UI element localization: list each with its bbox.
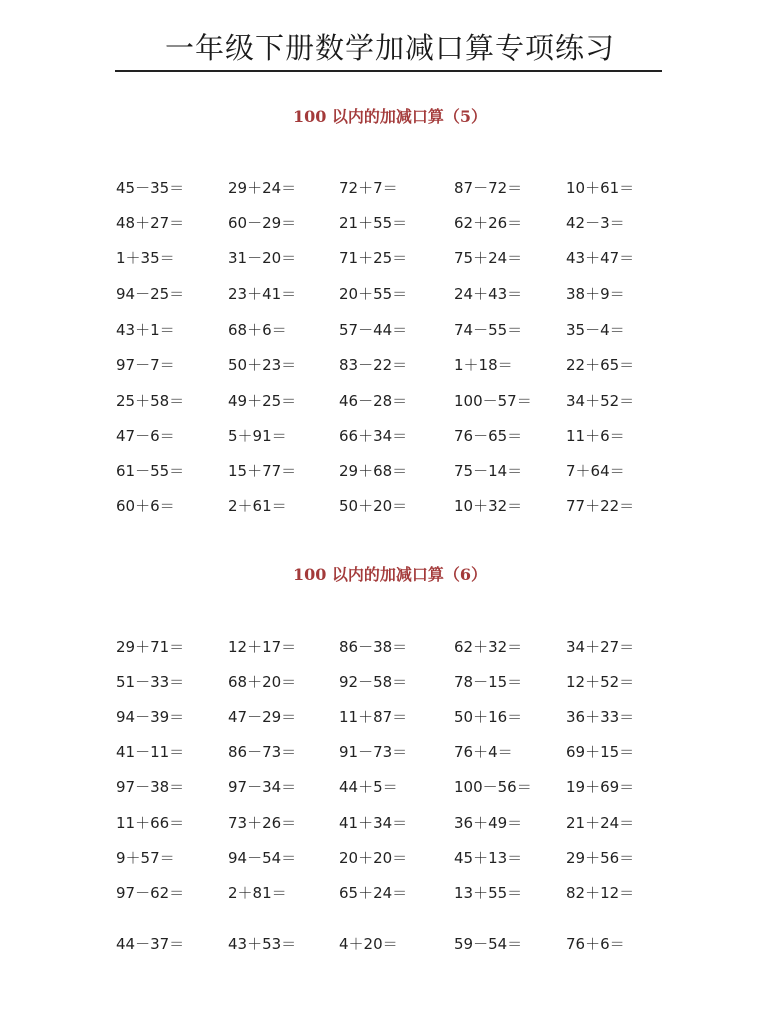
problem-item: 57－44＝ (339, 321, 408, 339)
problem-item: 45－35＝ (116, 179, 185, 197)
problem-item: 91－73＝ (339, 743, 408, 761)
problem-item: 7＋64＝ (566, 462, 625, 480)
problem-item: 11＋6＝ (566, 427, 625, 445)
problem-item: 41－11＝ (116, 743, 185, 761)
problem-item: 59－54＝ (454, 935, 523, 953)
problem-item: 19＋69＝ (566, 778, 635, 796)
problem-item: 83－22＝ (339, 356, 408, 374)
problem-item: 49＋25＝ (228, 392, 297, 410)
problem-item: 97－62＝ (116, 884, 185, 902)
problem-item: 97－38＝ (116, 778, 185, 796)
section-heading-5: 100 以内的加减口算（5） (292, 107, 488, 126)
problem-item: 4＋20＝ (339, 935, 398, 953)
problem-item: 29＋56＝ (566, 849, 635, 867)
problem-item: 62＋26＝ (454, 214, 523, 232)
problem-item: 24＋43＝ (454, 285, 523, 303)
problem-item: 61－55＝ (116, 462, 185, 480)
problem-item: 69＋15＝ (566, 743, 635, 761)
problem-item: 48＋27＝ (116, 214, 185, 232)
problem-item: 23＋41＝ (228, 285, 297, 303)
problem-item: 10＋61＝ (566, 179, 635, 197)
problem-item: 12＋52＝ (566, 673, 635, 691)
problem-item: 1＋18＝ (454, 356, 513, 374)
problem-item: 74－55＝ (454, 321, 523, 339)
problem-item: 5＋91＝ (228, 427, 287, 445)
problem-item: 86－73＝ (228, 743, 297, 761)
problem-item: 13＋55＝ (454, 884, 523, 902)
problem-item: 97－7＝ (116, 356, 175, 374)
problem-item: 15＋77＝ (228, 462, 297, 480)
problem-item: 22＋65＝ (566, 356, 635, 374)
problem-item: 43＋1＝ (116, 321, 175, 339)
problem-item: 50＋20＝ (339, 497, 408, 515)
problem-item: 86－38＝ (339, 638, 408, 656)
problem-item: 20＋55＝ (339, 285, 408, 303)
problem-item: 44＋5＝ (339, 778, 398, 796)
problem-item: 100－56＝ (454, 778, 532, 796)
problem-item: 36＋33＝ (566, 708, 635, 726)
page-title: 一年级下册数学加减口算专项练习 (164, 31, 615, 65)
problem-item: 31－20＝ (228, 249, 297, 267)
problem-item: 34＋52＝ (566, 392, 635, 410)
problem-item: 97－34＝ (228, 778, 297, 796)
problem-item: 62＋32＝ (454, 638, 523, 656)
problem-item: 41＋34＝ (339, 814, 408, 832)
problem-item: 51－33＝ (116, 673, 185, 691)
problem-item: 94－25＝ (116, 285, 185, 303)
problem-item: 20＋20＝ (339, 849, 408, 867)
problem-item: 9＋57＝ (116, 849, 175, 867)
problem-item: 35－4＝ (566, 321, 625, 339)
problem-item: 68＋20＝ (228, 673, 297, 691)
problem-item: 43＋47＝ (566, 249, 635, 267)
problem-item: 11＋87＝ (339, 708, 408, 726)
problem-item: 100－57＝ (454, 392, 532, 410)
problem-item: 75＋24＝ (454, 249, 523, 267)
problem-item: 76－65＝ (454, 427, 523, 445)
problem-item: 21＋24＝ (566, 814, 635, 832)
problem-item: 34＋27＝ (566, 638, 635, 656)
problem-item: 71＋25＝ (339, 249, 408, 267)
problem-item: 66＋34＝ (339, 427, 408, 445)
problem-item: 29＋68＝ (339, 462, 408, 480)
problem-item: 50＋23＝ (228, 356, 297, 374)
problem-item: 82＋12＝ (566, 884, 635, 902)
problem-item: 50＋16＝ (454, 708, 523, 726)
problem-item: 11＋66＝ (116, 814, 185, 832)
problem-item: 60－29＝ (228, 214, 297, 232)
problem-item: 76＋6＝ (566, 935, 625, 953)
problem-item: 47－6＝ (116, 427, 175, 445)
problem-item: 36＋49＝ (454, 814, 523, 832)
problem-item: 87－72＝ (454, 179, 523, 197)
problem-item: 47－29＝ (228, 708, 297, 726)
problem-item: 94－54＝ (228, 849, 297, 867)
problem-item: 94－39＝ (116, 708, 185, 726)
problem-item: 92－58＝ (339, 673, 408, 691)
problem-item: 42－3＝ (566, 214, 625, 232)
problem-item: 38＋9＝ (566, 285, 625, 303)
problem-item: 12＋17＝ (228, 638, 297, 656)
problem-item: 77＋22＝ (566, 497, 635, 515)
problem-item: 45＋13＝ (454, 849, 523, 867)
problem-item: 21＋55＝ (339, 214, 408, 232)
problem-item: 2＋81＝ (228, 884, 287, 902)
problem-item: 10＋32＝ (454, 497, 523, 515)
problem-item: 29＋24＝ (228, 179, 297, 197)
problem-item: 75－14＝ (454, 462, 523, 480)
problem-item: 68＋6＝ (228, 321, 287, 339)
problem-item: 43＋53＝ (228, 935, 297, 953)
problem-item: 46－28＝ (339, 392, 408, 410)
problem-item: 76＋4＝ (454, 743, 513, 761)
problem-item: 2＋61＝ (228, 497, 287, 515)
problem-item: 78－15＝ (454, 673, 523, 691)
problem-item: 65＋24＝ (339, 884, 408, 902)
problem-item: 72＋7＝ (339, 179, 398, 197)
problem-item: 60＋6＝ (116, 497, 175, 515)
problem-item: 44－37＝ (116, 935, 185, 953)
title-divider (115, 70, 662, 72)
problem-item: 29＋71＝ (116, 638, 185, 656)
problem-item: 25＋58＝ (116, 392, 185, 410)
problem-item: 1＋35＝ (116, 249, 175, 267)
problem-item: 73＋26＝ (228, 814, 297, 832)
section-heading-6: 100 以内的加减口算（6） (292, 565, 488, 584)
